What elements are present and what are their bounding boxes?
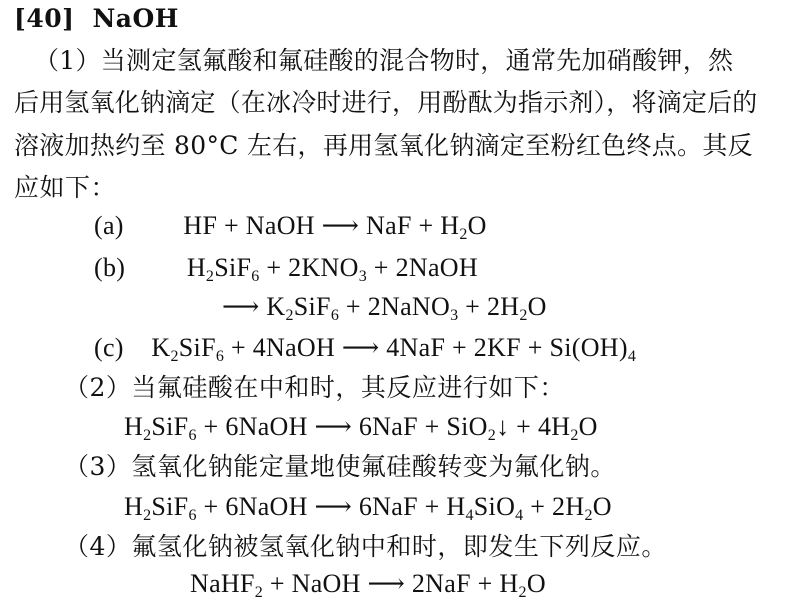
paragraph-line-4: 应如下： [14, 173, 117, 202]
reaction-c [94, 333, 636, 363]
item-3-text: （3）氢氧化钠能定量地使氟硅酸转变为氟化钠。 [64, 452, 616, 481]
item-3-equation: $H_2SiF_6$ + 6NaOH ⟶ $6NaF + H_4SiO_4 + 2H_2O$ [124, 492, 612, 524]
section-heading [14, 4, 179, 34]
reaction-c-label: (c) [94, 333, 124, 362]
item-4-equation: NaHF$_2$ + NaOH ⟶ $2NaF + H_2O$ [190, 569, 546, 601]
item-4-text: （4）氟氢化钠被氢氧化钠中和时，即发生下列反应。 [64, 532, 667, 561]
reaction-a-label: (a) [94, 211, 124, 240]
item-2-equation: $H_2SiF_6$ + 6NaOH ⟶ 6NaF + SiO$_2$↓ + $4H_2O$ [124, 412, 598, 444]
reaction-a-equation: HF + NaOH ⟶ NaF + $H_2O$ [183, 211, 487, 243]
reaction-b-equation-rhs: ⟶ $K_2SiF_6$ + 2NaNO$_3$ + $2H_2O$ [222, 292, 547, 324]
reaction-a [94, 211, 487, 241]
section-title: NaOH [92, 4, 179, 33]
paragraph-line-1: （1）当测定氢氟酸和氟硅酸的混合物时，通常先加硝酸钾，然 [34, 46, 734, 75]
reaction-b-line-1 [94, 253, 478, 283]
paragraph-line-2: 后用氢氧化钠滴定（在冰冷时进行，用酚酞为指示剂），将滴定后的 [14, 88, 758, 117]
reaction-b-equation-lhs: $H_2SiF_6 + 2KNO_3$ + 2NaOH [186, 253, 478, 285]
item-2-text: （2）当氟硅酸在中和时，其反应进行如下： [64, 373, 565, 402]
reaction-b-label: (b) [94, 253, 126, 282]
paragraph-line-3: 溶液加热约至 80°C 左右，再用氢氧化钠滴定至粉红色终点。其反 [14, 131, 753, 160]
reaction-c-equation: $K_2SiF_6$ + 4NaOH ⟶ $4NaF + 2KF + Si(OH)_4$ [151, 333, 637, 365]
reaction-b-line-2 [222, 292, 547, 322]
section-number: [40] [14, 4, 75, 33]
